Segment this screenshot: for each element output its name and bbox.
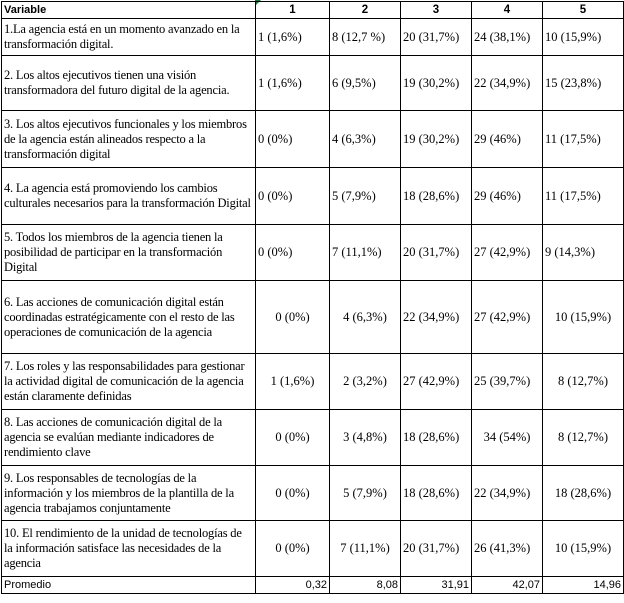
variable-cell[interactable]: 4. La agencia está promoviendo los cambios culturales necesarios para la transformación Digital <box>2 168 256 225</box>
value-cell-3[interactable]: 20 (31,7%) <box>401 521 472 577</box>
value-cell-2[interactable]: 5 (7,9%) <box>330 466 401 521</box>
value-cell-4[interactable]: 26 (41,3%) <box>472 521 543 577</box>
value-cell-5[interactable]: 11 (17,5%) <box>543 111 624 168</box>
value-cell-2[interactable]: 7 (11,1%) <box>330 225 401 281</box>
table-row <box>2 410 624 466</box>
value-cell-2[interactable]: 4 (6,3%) <box>330 111 401 168</box>
value-cell-2[interactable]: 4 (6,3%) <box>330 281 401 354</box>
value-cell-5[interactable]: 8 (12,7%) <box>543 354 624 410</box>
value-cell-4[interactable]: 22 (34,9%) <box>472 56 543 111</box>
header-col-4[interactable]: 4 <box>472 2 543 19</box>
value-cell-1[interactable]: 0 (0%) <box>256 410 330 466</box>
average-col-5[interactable]: 14,96 <box>543 577 624 594</box>
value-cell-3[interactable]: 18 (28,6%) <box>401 410 472 466</box>
value-cell-2[interactable]: 8 (12,7 %) <box>330 19 401 56</box>
table-row <box>2 19 624 56</box>
value-cell-4[interactable]: 27 (42,9%) <box>472 281 543 354</box>
average-col-3[interactable]: 31,91 <box>401 577 472 594</box>
value-cell-4[interactable]: 34 (54%) <box>472 410 543 466</box>
table-row <box>2 521 624 577</box>
value-cell-3[interactable]: 27 (42,9%) <box>401 354 472 410</box>
value-cell-3[interactable]: 19 (30,2%) <box>401 56 472 111</box>
variable-cell[interactable]: 1.La agencia está en un momento avanzado en la transformación digital. <box>2 19 256 56</box>
table-row <box>2 466 624 521</box>
value-cell-4[interactable]: 24 (38,1%) <box>472 19 543 56</box>
value-cell-1[interactable]: 1 (1,6%) <box>256 56 330 111</box>
value-cell-3[interactable]: 18 (28,6%) <box>401 466 472 521</box>
value-cell-5[interactable]: 11 (17,5%) <box>543 168 624 225</box>
value-cell-3[interactable]: 20 (31,7%) <box>401 19 472 56</box>
value-cell-2[interactable]: 3 (4,8%) <box>330 410 401 466</box>
table-row <box>2 225 624 281</box>
table-row <box>2 281 624 354</box>
average-label[interactable]: Promedio <box>2 577 256 594</box>
value-cell-4[interactable]: 25 (39,7%) <box>472 354 543 410</box>
value-cell-2[interactable]: 6 (9,5%) <box>330 56 401 111</box>
header-variable[interactable]: Variable <box>2 2 256 19</box>
value-cell-1[interactable]: 0 (0%) <box>256 225 330 281</box>
value-cell-1[interactable]: 0 (0%) <box>256 168 330 225</box>
value-cell-1[interactable]: 0 (0%) <box>256 521 330 577</box>
variable-cell[interactable]: 7. Los roles y las responsabilidades para gestionar la actividad digital de comunicación de la agencia están claramente definidas <box>2 354 256 410</box>
average-col-1[interactable]: 0,32 <box>256 577 330 594</box>
average-col-2[interactable]: 8,08 <box>330 577 401 594</box>
average-col-4[interactable]: 42,07 <box>472 577 543 594</box>
variable-cell[interactable]: 2. Los altos ejecutivos tienen una visión transformadora del futuro digital de la agencia. <box>2 56 256 111</box>
value-cell-2[interactable]: 7 (11,1%) <box>330 521 401 577</box>
value-cell-5[interactable]: 8 (12,7%) <box>543 410 624 466</box>
value-cell-1[interactable]: 1 (1,6%) <box>256 354 330 410</box>
value-cell-3[interactable]: 19 (30,2%) <box>401 111 472 168</box>
header-col-1[interactable]: 1 <box>256 2 330 19</box>
value-cell-5[interactable]: 10 (15,9%) <box>543 19 624 56</box>
variable-cell[interactable]: 6. Las acciones de comunicación digital están coordinadas estratégicamente con el resto de las operaciones de comunicación de la agencia <box>2 281 256 354</box>
value-cell-5[interactable]: 9 (14,3%) <box>543 225 624 281</box>
value-cell-5[interactable]: 10 (15,9%) <box>543 521 624 577</box>
value-cell-1[interactable]: 0 (0%) <box>256 281 330 354</box>
value-cell-4[interactable]: 22 (34,9%) <box>472 466 543 521</box>
footer-row <box>2 577 624 594</box>
spreadsheet-area <box>1 1 624 594</box>
header-col-3[interactable]: 3 <box>401 2 472 19</box>
value-cell-5[interactable]: 10 (15,9%) <box>543 281 624 354</box>
value-cell-4[interactable]: 29 (46%) <box>472 168 543 225</box>
variable-cell[interactable]: 5. Todos los miembros de la agencia tienen la posibilidad de participar en la transformación Digital <box>2 225 256 281</box>
value-cell-3[interactable]: 18 (28,6%) <box>401 168 472 225</box>
table-row <box>2 111 624 168</box>
header-col-5[interactable]: 5 <box>543 2 624 19</box>
table-row <box>2 56 624 111</box>
value-cell-5[interactable]: 15 (23,8%) <box>543 56 624 111</box>
value-cell-3[interactable]: 20 (31,7%) <box>401 225 472 281</box>
results-table <box>1 1 624 594</box>
value-cell-2[interactable]: 5 (7,9%) <box>330 168 401 225</box>
header-row <box>2 2 624 19</box>
variable-cell[interactable]: 3. Los altos ejecutivos funcionales y los miembros de la agencia están alineados respecto a la transformación digital <box>2 111 256 168</box>
value-cell-2[interactable]: 2 (3,2%) <box>330 354 401 410</box>
variable-cell[interactable]: 8. Las acciones de comunicación digital de la agencia se evalúan mediante indicadores de rendimiento clave <box>2 410 256 466</box>
value-cell-1[interactable]: 1 (1,6%) <box>256 19 330 56</box>
value-cell-1[interactable]: 0 (0%) <box>256 466 330 521</box>
header-col-2[interactable]: 2 <box>330 2 401 19</box>
value-cell-3[interactable]: 22 (34,9%) <box>401 281 472 354</box>
value-cell-4[interactable]: 27 (42,9%) <box>472 225 543 281</box>
table-row <box>2 354 624 410</box>
value-cell-4[interactable]: 29 (46%) <box>472 111 543 168</box>
variable-cell[interactable]: 9. Los responsables de tecnologías de la información y los miembros de la plantilla de la agencia trabajamos conjuntamente <box>2 466 256 521</box>
value-cell-5[interactable]: 18 (28,6%) <box>543 466 624 521</box>
table-row <box>2 168 624 225</box>
variable-cell[interactable]: 10. El rendimiento de la unidad de tecnologías de la información satisface las necesidades de la agencia <box>2 521 256 577</box>
value-cell-1[interactable]: 0 (0%) <box>256 111 330 168</box>
